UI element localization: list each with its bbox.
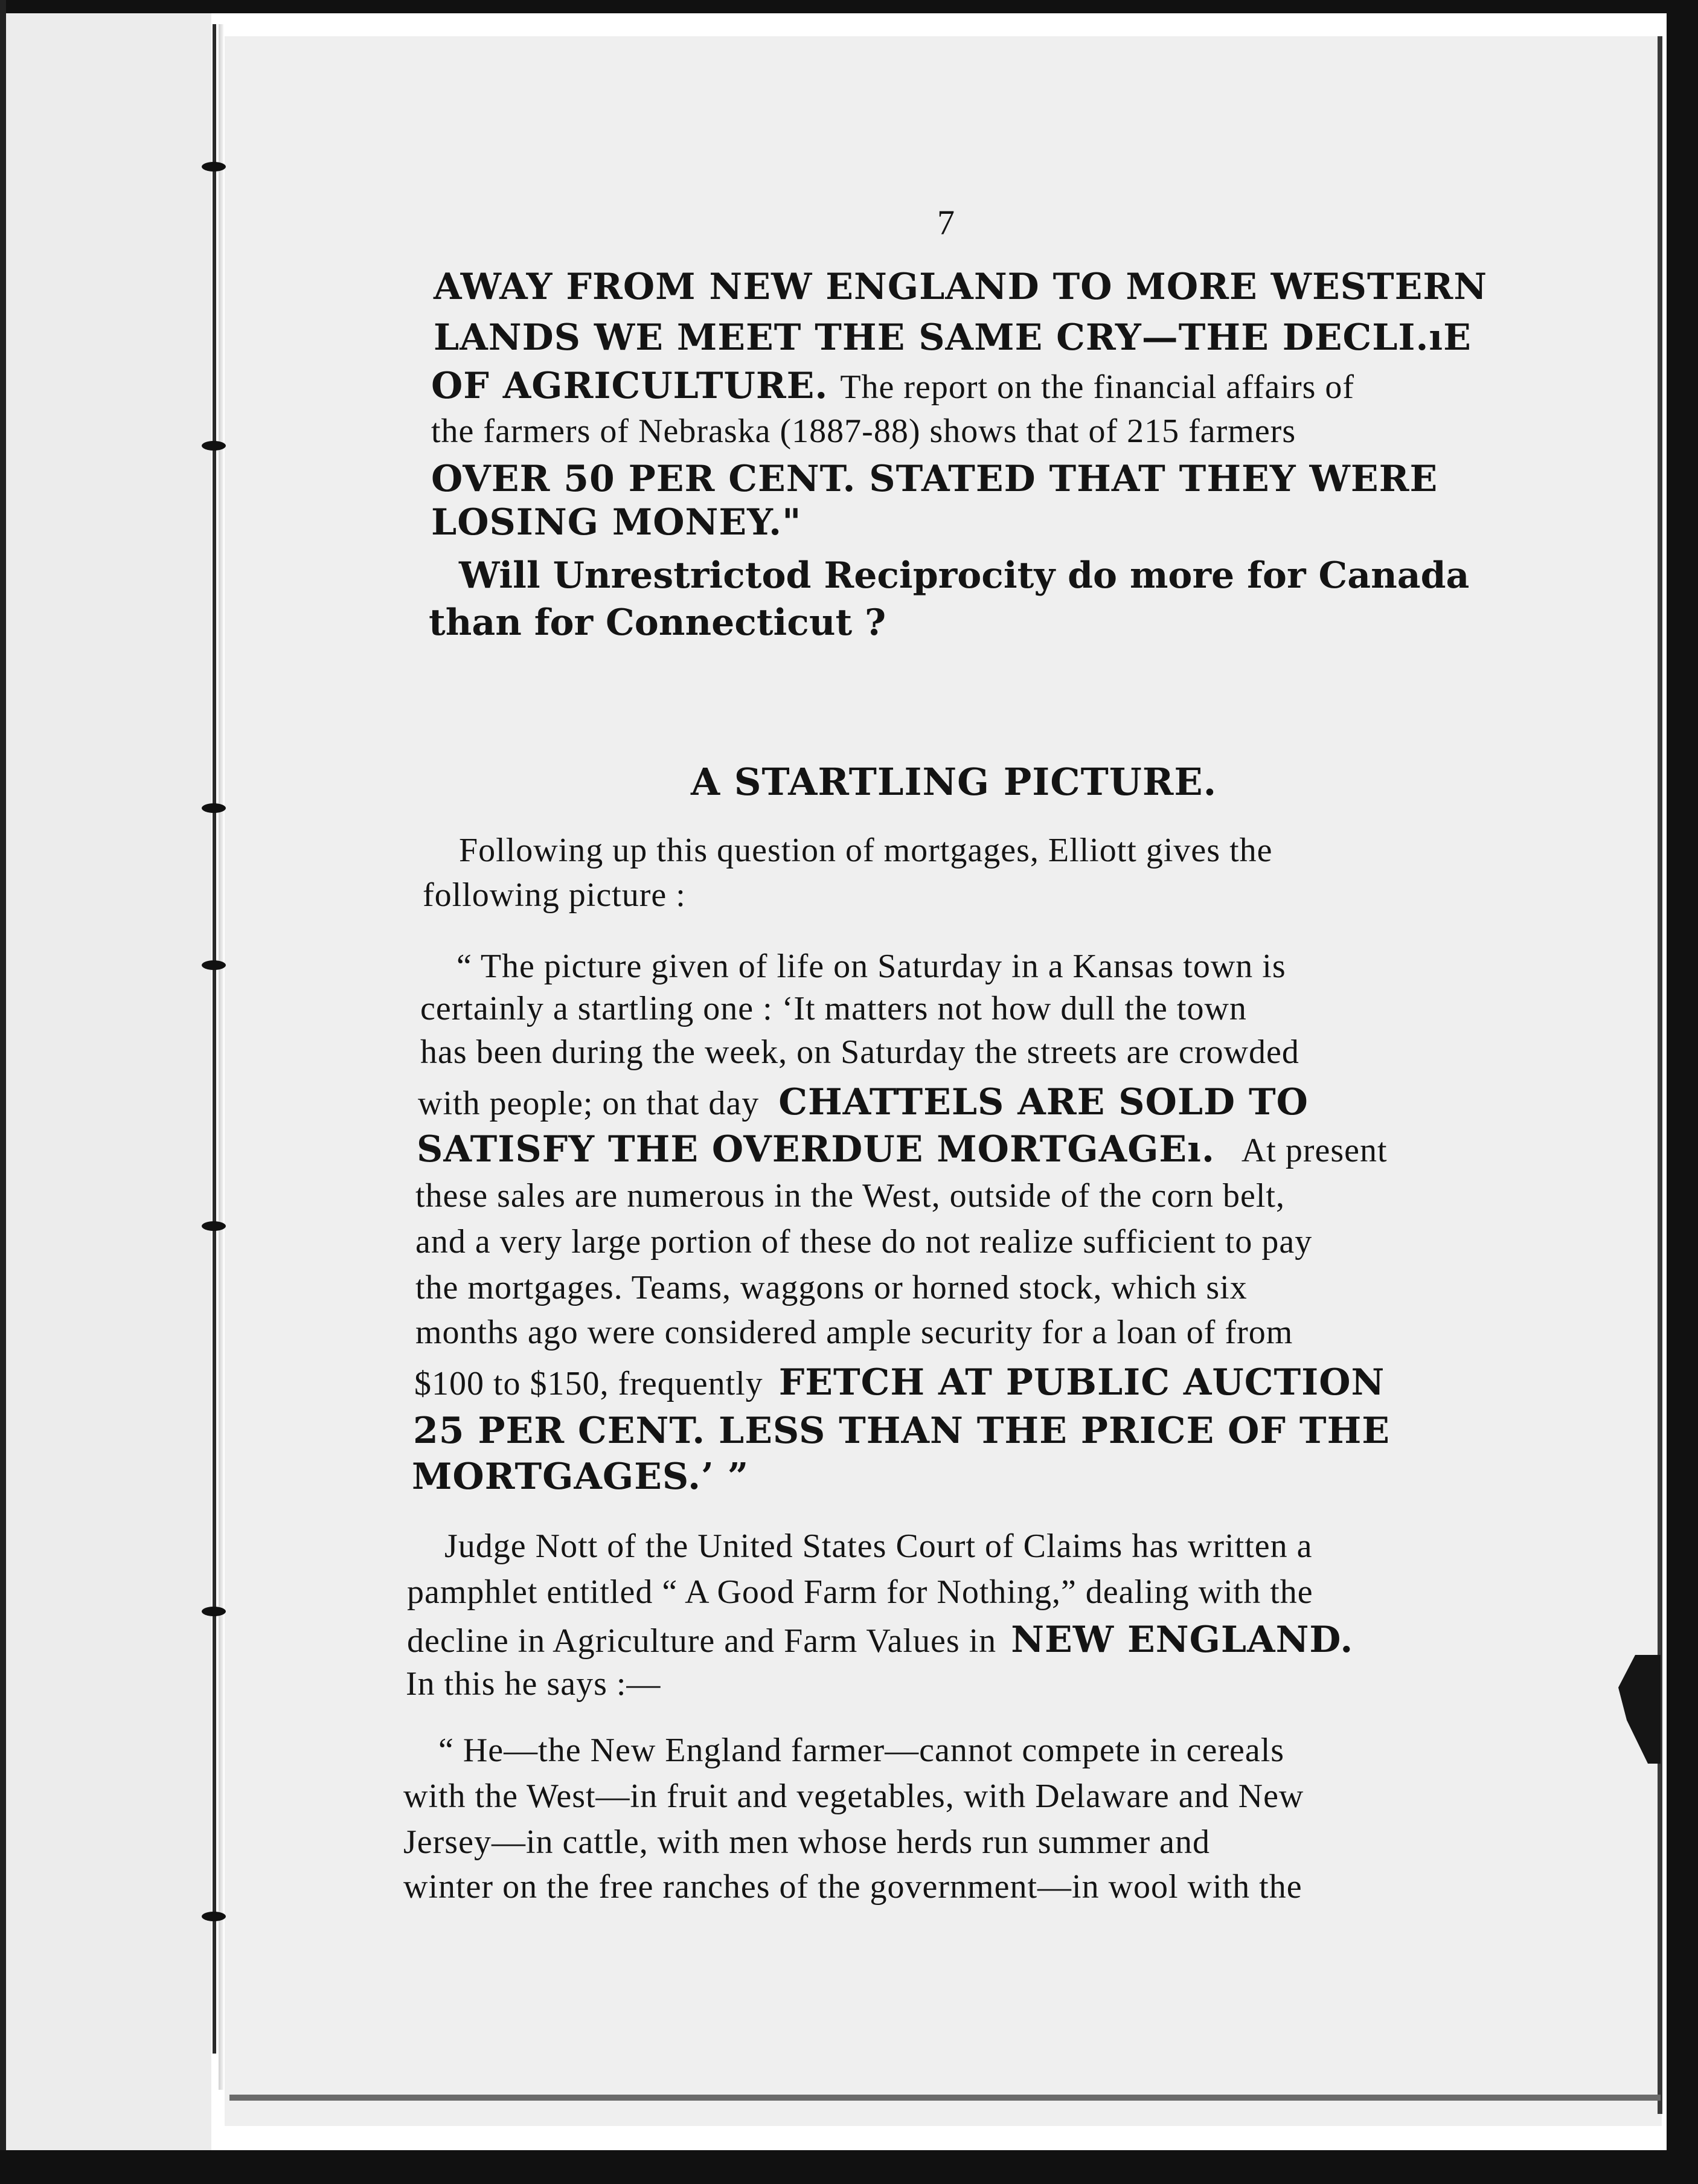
quote1-line-4-plain: with people; on that day	[418, 1085, 760, 1122]
intro-line-4: the farmers of Nebraska (1887-88) shows that of 215 farmers	[431, 413, 1296, 450]
binding-thread-mark	[202, 162, 226, 172]
question-line-2: than for Connecticut ?	[429, 602, 886, 644]
intro-line-1: AWAY FROM NEW ENGLAND TO MORE WESTERN	[434, 266, 1488, 308]
intro-line-3-bold: OF AGRICULTURE.	[431, 365, 828, 407]
quote1-line-4	[418, 1081, 1309, 1123]
para2-line-3-bold: NEW ENGLAND.	[1011, 1619, 1354, 1661]
scan-border-right	[1667, 0, 1698, 2184]
quote1-line-11: 25 PER CENT. LESS THAN THE PRICE OF THE	[413, 1410, 1390, 1452]
binding-thread-mark	[202, 803, 226, 813]
quote1-line-5	[417, 1128, 1388, 1171]
quote1-line-9: months ago were considered ample security for a loan of from	[415, 1314, 1293, 1351]
facing-page-strip	[6, 13, 211, 2150]
intro-line-6: LOSING MONEY."	[431, 501, 802, 544]
quote1-line-10-bold: FETCH AT PUBLIC AUCTION	[778, 1361, 1385, 1404]
quote1-line-7: and a very large portion of these do not realize sufficient to pay	[415, 1223, 1313, 1261]
scan-border-top	[0, 0, 1698, 13]
para2-line-4: In this he says :—	[406, 1665, 661, 1703]
spine-shadow	[219, 24, 223, 2090]
quote1-line-12: MORTGAGES.’ ”	[412, 1456, 749, 1498]
quote2-line-3: Jersey—in cattle, with men whose herds run summer and	[403, 1823, 1211, 1861]
binding-thread-mark	[202, 1912, 226, 1921]
quote1-line-2: certainly a startling one : ‘It matters not how dull the town	[420, 990, 1247, 1027]
quote1-line-5-bold: SATISFY THE OVERDUE MORTGAGEı.	[417, 1128, 1215, 1171]
para2-line-3	[407, 1619, 1353, 1661]
quote1-line-1: “ The picture given of life on Saturday in a Kansas town is	[457, 948, 1286, 985]
quote1-line-10-plain: $100 to $150, frequently	[414, 1365, 763, 1402]
scan-border-bottom	[0, 2150, 1698, 2184]
quote1-line-6: these sales are numerous in the West, outside of the corn belt,	[415, 1177, 1285, 1215]
page-edge-bottom	[229, 2095, 1661, 2101]
quote1-line-8: the mortgages. Teams, waggons or horned stock, which six	[415, 1269, 1248, 1306]
quote1-line-4-bold: CHATTELS ARE SOLD TO	[778, 1081, 1309, 1123]
para2-line-3-plain: decline in Agriculture and Farm Values in	[407, 1622, 997, 1660]
para1-line-2: following picture :	[423, 876, 686, 914]
section-title: A STARTLING PICTURE.	[691, 760, 1217, 804]
para1-line-1: Following up this question of mortgages, Elliott gives the	[459, 832, 1273, 869]
intro-line-3-rest: The report on the financial affairs of	[840, 368, 1355, 406]
para2-line-2: pamphlet entitled “ A Good Farm for Nothing,” dealing with the	[407, 1573, 1313, 1611]
quote2-line-4: winter on the free ranches of the government—in wool with the	[403, 1868, 1302, 1906]
scan-border-left	[0, 0, 6, 2184]
para2-line-1: Judge Nott of the United States Court of Claims has written a	[444, 1527, 1313, 1565]
binding-thread-mark	[202, 441, 226, 451]
binding-thread-mark	[202, 960, 226, 970]
intro-line-2: LANDS WE MEET THE SAME CRY—THE DECLI.ıE	[434, 316, 1472, 359]
binding-thread-mark	[202, 1221, 226, 1231]
quote2-line-1: “ He—the New England farmer—cannot compete in cereals	[438, 1732, 1285, 1769]
intro-line-3	[431, 365, 1354, 407]
book-spine	[213, 24, 216, 2054]
quote1-line-10	[414, 1361, 1385, 1404]
quote1-line-3: has been during the week, on Saturday the streets are crowded	[420, 1033, 1299, 1071]
quote2-line-2: with the West—in fruit and vegetables, with Delaware and New	[403, 1778, 1304, 1815]
page-edge-right	[1658, 36, 1662, 2114]
question-line-1: Will Unrestrictod Reciprocity do more for Canada	[459, 554, 1470, 597]
page-number: 7	[937, 203, 955, 242]
intro-line-5: OVER 50 PER CENT. STATED THAT THEY WERE	[431, 458, 1438, 500]
quote1-line-5-plain: At present	[1241, 1132, 1388, 1169]
binding-thread-mark	[202, 1607, 226, 1616]
